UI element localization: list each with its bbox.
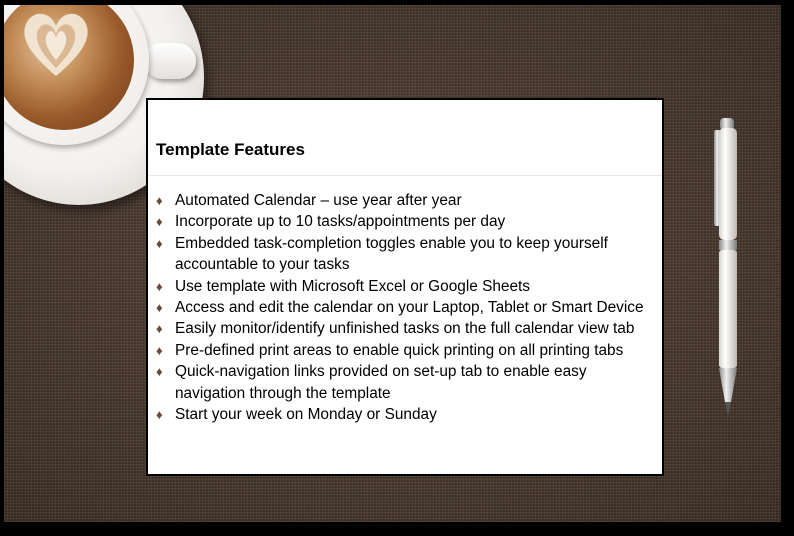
diamond-icon: ♦ <box>156 278 163 294</box>
title-divider <box>148 175 662 176</box>
feature-item: ♦ Start your week on Monday or Sunday <box>156 404 660 425</box>
card-title: Template Features <box>156 140 305 159</box>
feature-item: ♦ Use template with Microsoft Excel or Google Sheets <box>156 276 660 297</box>
feature-item: ♦ Pre-defined print areas to enable quick printing on all printing tabs <box>156 340 660 361</box>
diamond-icon: ♦ <box>156 364 163 380</box>
latte-heart-icon <box>16 5 96 82</box>
diamond-icon: ♦ <box>156 214 163 230</box>
feature-item: ♦ Quick-navigation links provided on set-up tab to enable easy navigation through the template <box>156 363 587 402</box>
feature-item: ♦ Easily monitor/identify unfinished tasks on the full calendar view tab <box>156 318 660 339</box>
template-features-card <box>146 98 664 476</box>
feature-item: ♦ Incorporate up to 10 tasks/appointments per day <box>156 211 660 232</box>
feature-list <box>156 190 660 425</box>
diamond-icon: ♦ <box>156 342 163 358</box>
diamond-icon: ♦ <box>156 193 163 208</box>
pen-icon <box>712 118 742 418</box>
diamond-icon: ♦ <box>156 321 163 337</box>
feature-item: ♦ Access and edit the calendar on your Laptop, Tablet or Smart Device <box>156 297 660 318</box>
diamond-icon: ♦ <box>156 300 163 316</box>
diamond-icon: ♦ <box>156 407 163 423</box>
cup-handle <box>144 43 196 79</box>
feature-item: ♦ Embedded task-completion toggles enable you to keep yourself accountable to your tasks <box>156 234 608 274</box>
diamond-icon: ♦ <box>156 235 163 251</box>
feature-item: ♦ Automated Calendar – use year after year <box>156 190 660 211</box>
